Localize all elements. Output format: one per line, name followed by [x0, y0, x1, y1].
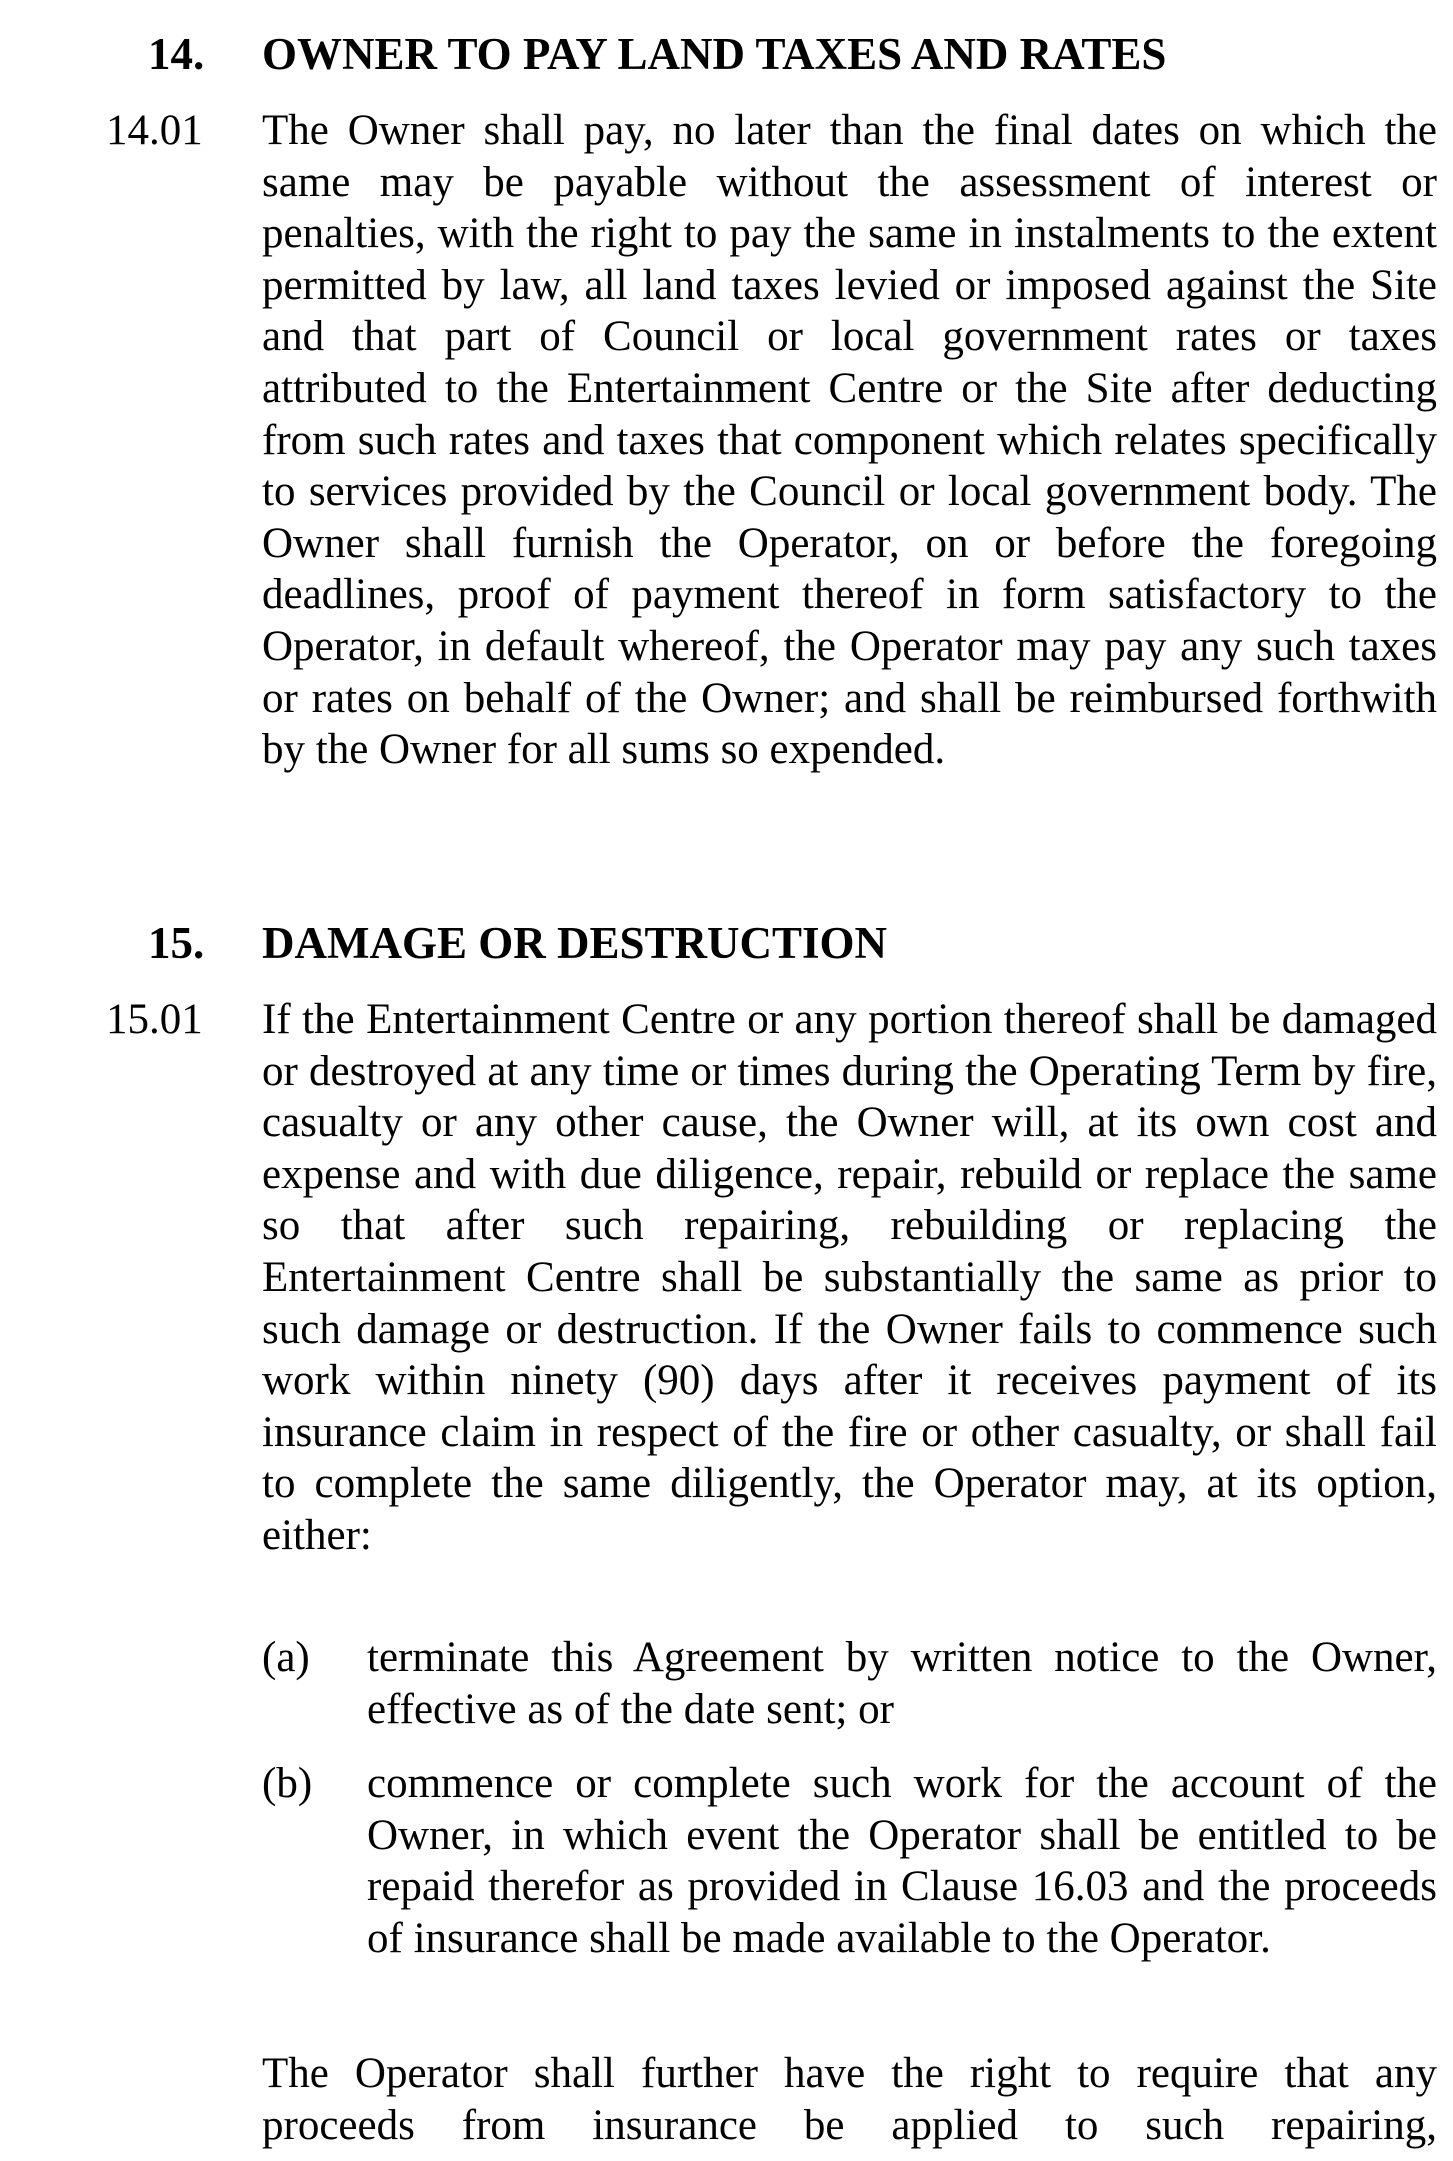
section-15-number: 15. [148, 918, 205, 968]
item-b-text: commence or complete such work for the account of the Owner, in which event the Operator shall be entitled to be repaid therefor as provided in Clause 16.03 and the proceeds of insurance shall be made available to the Operator. [367, 1760, 1437, 1962]
section-14-title: OWNER TO PAY LAND TAXES AND RATES [262, 29, 1167, 79]
item-b-label: (b) [262, 1760, 313, 1807]
item-a-label: (a) [262, 1634, 310, 1681]
section-14-number: 14. [148, 29, 205, 79]
continuation-paragraph: The Operator shall further have the right to require that any proceeds from insurance be applied to such repairing, [262, 2050, 1437, 2149]
section-15-title: DAMAGE OR DESTRUCTION [262, 918, 888, 968]
clause-14-01-number: 14.01 [106, 107, 203, 154]
clause-15-01-number: 15.01 [106, 996, 203, 1043]
item-a-text: terminate this Agreement by written notice to the Owner, effective as of the date sent; or [367, 1634, 1437, 1733]
clause-14-01-text: The Owner shall pay, no later than the final dates on which the same may be payable without the assessment of interest or penalties, with the right to pay the same in instalments to the extent permitted by law, all land taxes levied or imposed against the Site and that part of Council or local government rates or taxes attributed to the Entertainment Centre or the Site after deducting from such rates and taxes that component which relates specifically to services provided by the Council or local government body. The Owner shall furnish the Operator, on or before the foregoing deadlines, proof of payment thereof in form satisfactory to the Operator, in default whereof, the Operator may pay any such taxes or rates on behalf of the Owner; and shall be reimbursed forthwith by the Owner for all sums so expended. [262, 107, 1437, 774]
clause-15-01-text: If the Entertainment Centre or any portion thereof shall be damaged or destroyed at any time or times during the Operating Term by fire, casualty or any other cause, the Owner will, at its own cost and expense and with due diligence, repair, rebuild or replace the same so that after such repairing, rebuilding or replacing the Entertainment Centre shall be substantially the same as prior to such damage or destruction. If the Owner fails to commence such work within ninety (90) days after it receives payment of its insurance claim in respect of the fire or other casualty, or shall fail to complete the same diligently, the Operator may, at its option, either: [262, 996, 1437, 1559]
